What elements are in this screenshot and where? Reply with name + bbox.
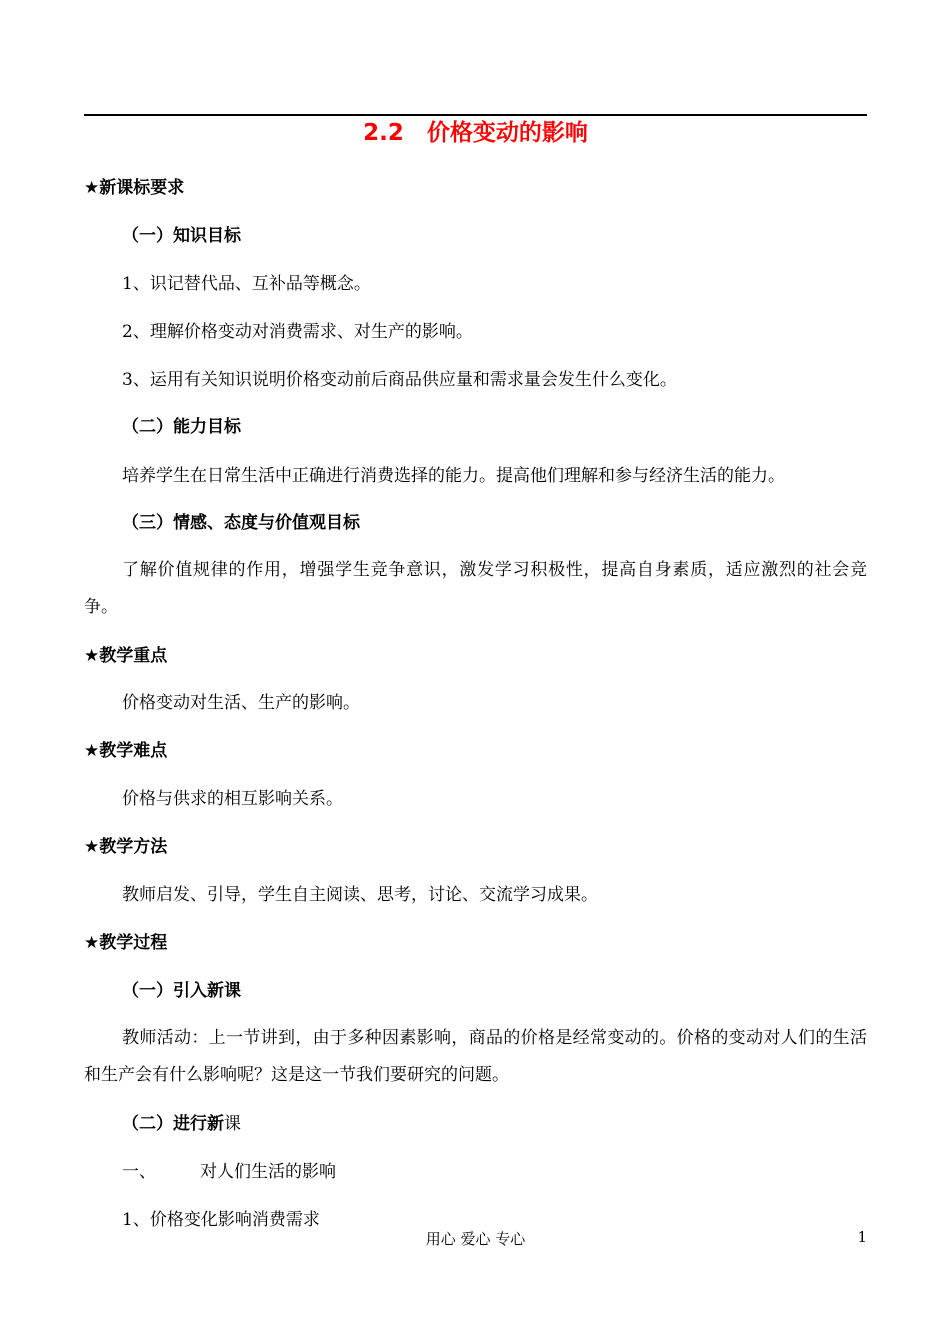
key-text: 价格变动对生活、生产的影响。 [122,693,360,713]
process-heading: ★教学过程 [84,933,168,953]
page-number: 1 [857,1228,867,1246]
ability-heading: （二）能力目标 [122,417,241,437]
emotion-heading: （三）情感、态度与价值观目标 [122,513,360,533]
method-heading: ★教学方法 [84,837,168,857]
new-lesson-heading [122,1113,241,1135]
knowledge-heading: （一）知识目标 [122,226,241,246]
knowledge-item-3: 3、运用有关知识说明价格变动前后商品供应量和需求量会发生什么变化。 [122,370,677,390]
page-title: 2.2 价格变动的影响 [363,120,588,146]
knowledge-item-2: 2、理解价格变动对消费需求、对生产的影响。 [122,322,473,342]
requirements-heading: ★新课标要求 [84,178,185,198]
footer-motto: 用心 爱心 专心 [425,1230,526,1248]
header-rule [84,114,867,116]
new-lesson-heading-bold: （二）进行新 [122,1114,224,1134]
ability-text: 培养学生在日常生活中正确进行消费选择的能力。提高他们理解和参与经济生活的能力。 [122,466,785,486]
emotion-text: 了解价值规律的作用，增强学生竞争意识，激发学习积极性，提高自身素质，适应激烈的社会竞争。 [84,560,867,617]
method-text: 教师启发、引导，学生自主阅读、思考，讨论、交流学习成果。 [122,885,598,905]
key-heading: ★教学重点 [84,646,168,666]
point-one-text: 对人们生活的影响 [200,1162,336,1182]
difficulty-text: 价格与供求的相互影响关系。 [122,789,343,809]
intro-heading: （一）引入新课 [122,981,241,1001]
point-one-number: 一、 [122,1162,156,1182]
difficulty-heading: ★教学难点 [84,741,168,761]
knowledge-item-1: 1、识记替代品、互补品等概念。 [122,274,371,294]
new-lesson-heading-rest: 课 [224,1114,241,1134]
intro-text: 教师活动：上一节讲到，由于多种因素影响，商品的价格是经常变动的。价格的变动对人们的生活和生产会有什么影响呢？这是这一节我们要研究的问题。 [84,1028,867,1085]
point-one-sub: 1、价格变化影响消费需求 [122,1210,320,1230]
